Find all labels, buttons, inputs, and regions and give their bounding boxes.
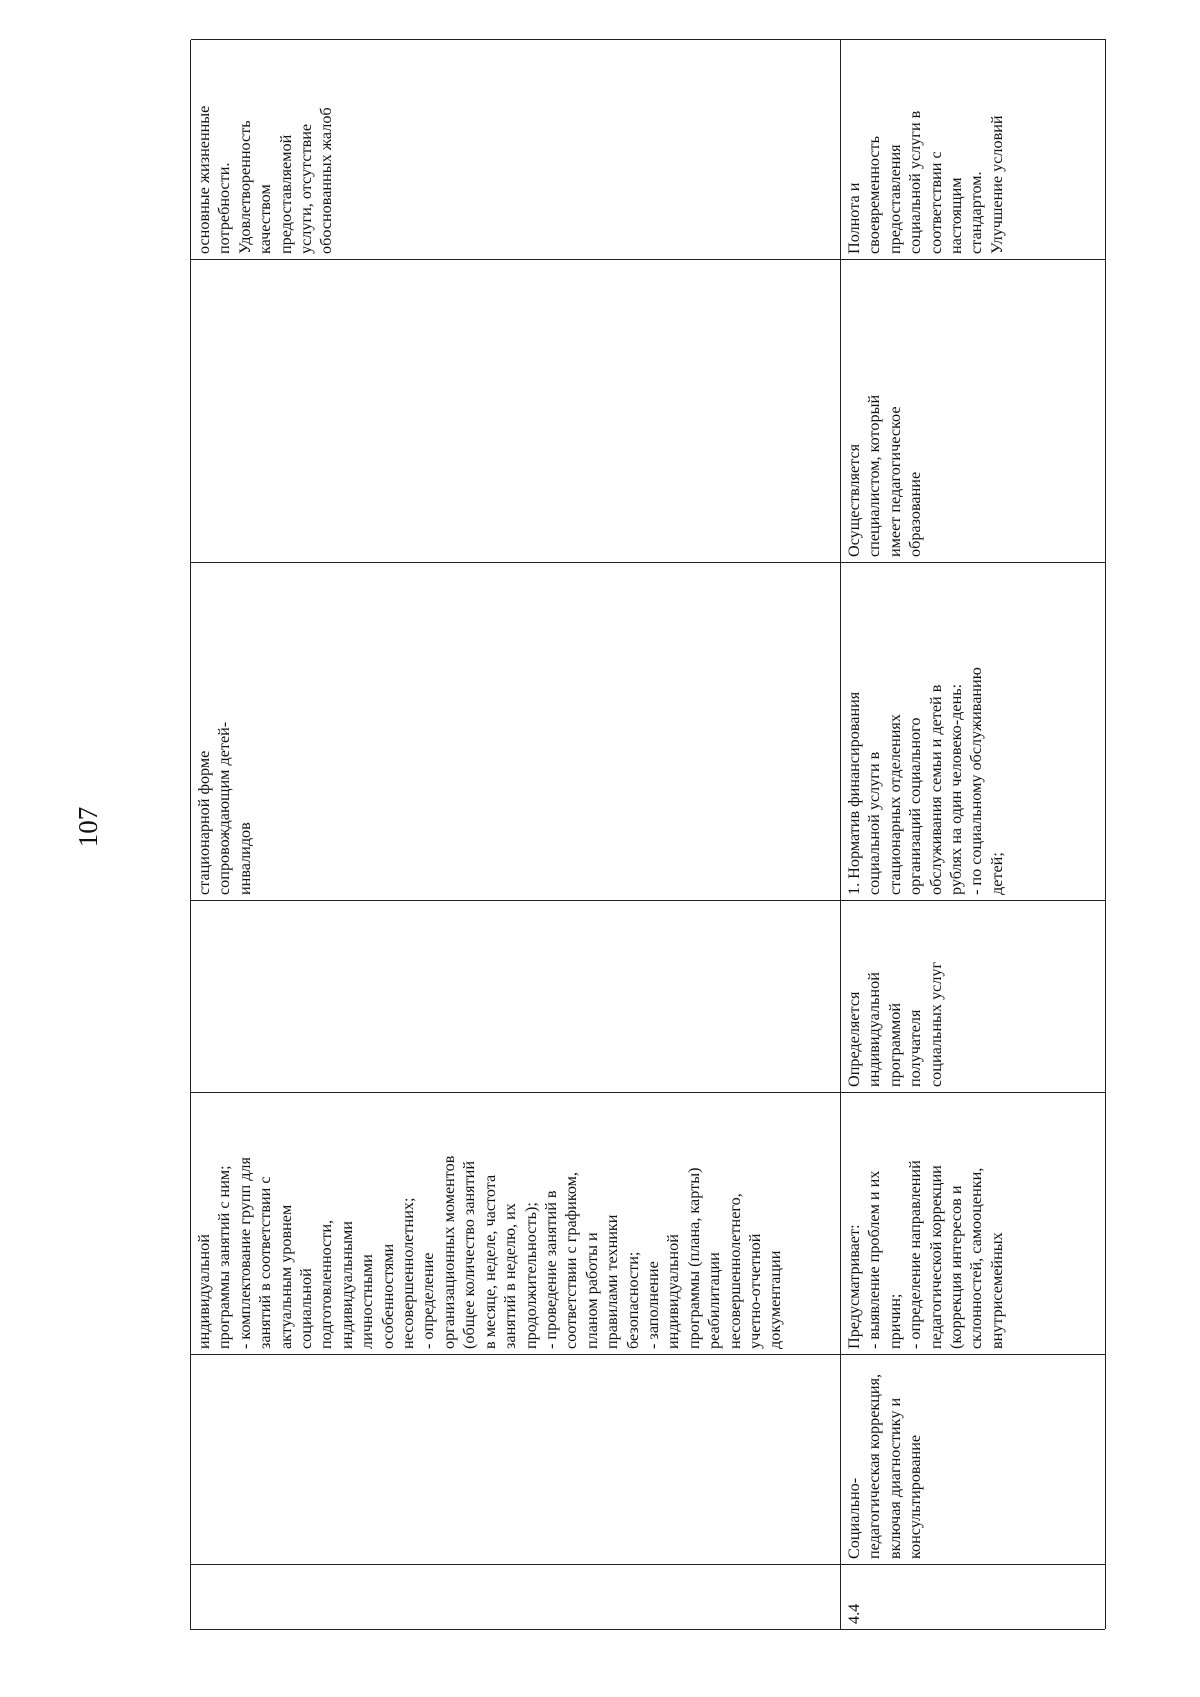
cell-provision-conditions bbox=[191, 259, 841, 562]
cell-service-name: Социально- педагогическая коррекция, включая диагностику и консультирование bbox=[841, 1354, 1106, 1564]
cell-quality-indicators: основные жизненные потребности. Удовлетворенность качеством предоставляемой услуги, отсутствие обоснованных жалоб bbox=[191, 39, 841, 259]
cell-quality-indicators: Полнота и своевременность предоставления социальной услуги в соответствии с настоящим стандартом. Улучшение условий bbox=[841, 39, 1106, 259]
cell-service-volume bbox=[191, 900, 841, 1092]
cell-provision-conditions: Осуществляется специалистом, который имеет педагогическое образование bbox=[841, 259, 1106, 562]
cell-service-content: Предусматривает: - выявление проблем и их причин; - определение направлений педагогической коррекции (коррекция интересов и склонностей, самооценки, внутрисемейных bbox=[841, 1092, 1106, 1354]
cell-number: 4.4 bbox=[841, 1564, 1106, 1629]
cell-service-volume: Определяется индивидуальной программой получателя социальных услуг bbox=[841, 900, 1106, 1092]
services-table bbox=[190, 40, 1105, 1630]
cell-service-content: индивидуальной программы занятий с ним; - комплектование групп для занятий в соответствии с актуальным уровнем социальной подготовленности, индивидуальными личностными особенностями несовершеннолетних; - определение организационных моментов (общее количество занятий в месяце, неделе, частота занятий в неделю, их продолжительность); - проведение занятий в соответствии с графиком, планом работы и правилами техники безопасности; - заполнение индивидуальной программы (плана, карты) реабилитации несовершеннолетнего, учетно-отчетной документации bbox=[191, 1092, 841, 1354]
cell-financing-norm: стационарной форме сопровождающим детей- инвалидов bbox=[191, 562, 841, 900]
cell-financing-norm: 1. Норматив финансирования социальной услуги в стационарных отделениях организаций социального обслуживания семьи и детей в рублях на один человеко-день: - по социальному обслуживанию детей; bbox=[841, 562, 1106, 900]
cell-number bbox=[191, 1564, 841, 1629]
cell-service-name bbox=[191, 1354, 841, 1564]
page-number: 107 bbox=[73, 806, 103, 848]
